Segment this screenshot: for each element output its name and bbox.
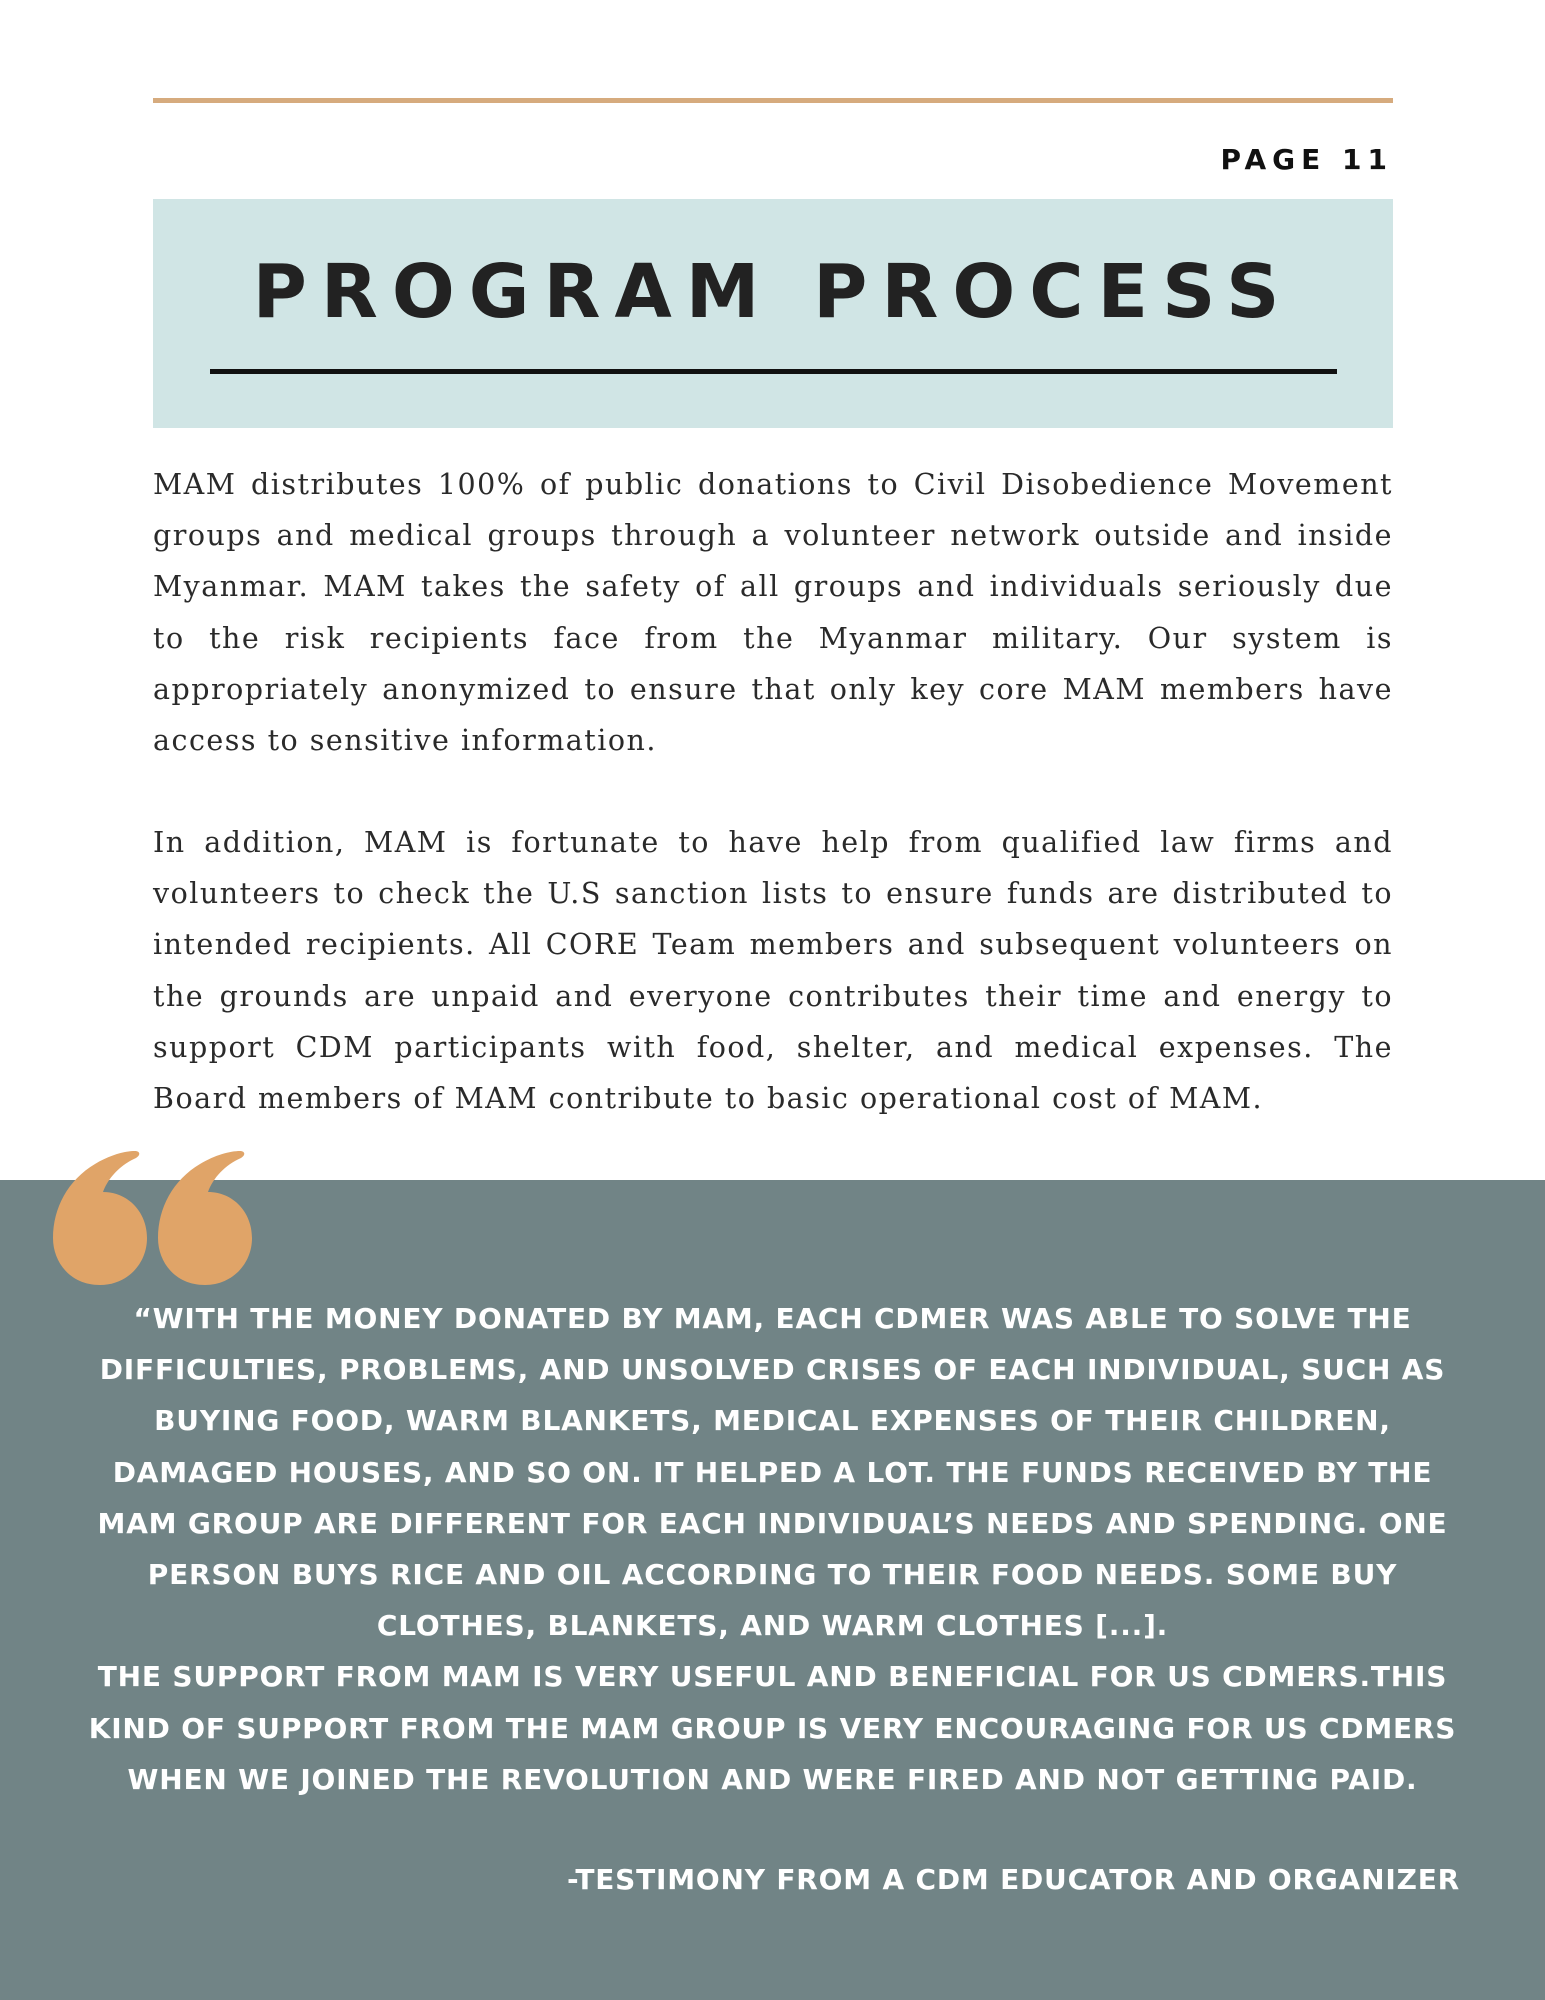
testimonial-quote-part-2: THE SUPPORT FROM MAM IS VERY USEFUL AND BENEFICIAL FOR US CDMERS.THIS KIND OF SUPPORT FROM THE MAM GROUP IS VERY ENCOURAGING FOR US CDMERS WHEN WE JOINED THE REVOLUTION AND WERE FIRED AND NOT GETTING PAID. bbox=[88, 1660, 1457, 1796]
testimonial-quote bbox=[85, 1293, 1460, 1805]
title-banner bbox=[153, 199, 1393, 428]
top-divider bbox=[153, 98, 1393, 103]
body-paragraph-1: MAM distributes 100% of public donations to Civil Disobedience Movement groups and medical groups through a volunteer network outside and inside Myanmar. MAM takes the safety of all groups and individuals seriously due to the risk recipients face from the Myanmar military. Our system is appropriately anonymized to ensure that only key core MAM members have access to sensitive information. bbox=[153, 468, 1393, 758]
page-number: PAGE 11 bbox=[1220, 143, 1393, 176]
testimonial-quote-part-1: “WITH THE MONEY DONATED BY MAM, EACH CDMER WAS ABLE TO SOLVE THE DIFFICULTIES, PROBLEMS, AND UNSOLVED CRISES OF EACH INDIVIDUAL, SUCH AS BUYING FOOD, WARM BLANKETS, MEDICAL EXPENSES OF THEIR CHILDREN, DAMAGED HOUSES, AND SO ON. IT HELPED A LOT. THE FUNDS RECEIVED BY THE MAM GROUP ARE DIFFERENT FOR EACH INDIVIDUAL’S NEEDS AND SPENDING. ONE PERSON BUYS RICE AND OIL ACCORDING TO THEIR FOOD NEEDS. SOME BUY CLOTHES, BLANKETS, AND WARM CLOTHES [...]. bbox=[97, 1302, 1448, 1643]
quote-mark-icon bbox=[50, 1150, 260, 1285]
page-title: PROGRAM PROCESS bbox=[252, 249, 1294, 335]
title-underline bbox=[210, 369, 1337, 374]
body-paragraph-2: In addition, MAM is fortunate to have help from qualified law firms and volunteers to check the U.S sanction lists to ensure funds are distributed to intended recipients. All CORE Team members and subsequent volunteers on the grounds are unpaid and everyone contributes their time and energy to support CDM participants with food, shelter, and medical expenses. The Board members of MAM contribute to basic operational cost of MAM. bbox=[153, 826, 1393, 1116]
testimonial-attribution: -TESTIMONY FROM A CDM EDUCATOR AND ORGANIZER bbox=[567, 1863, 1460, 1896]
